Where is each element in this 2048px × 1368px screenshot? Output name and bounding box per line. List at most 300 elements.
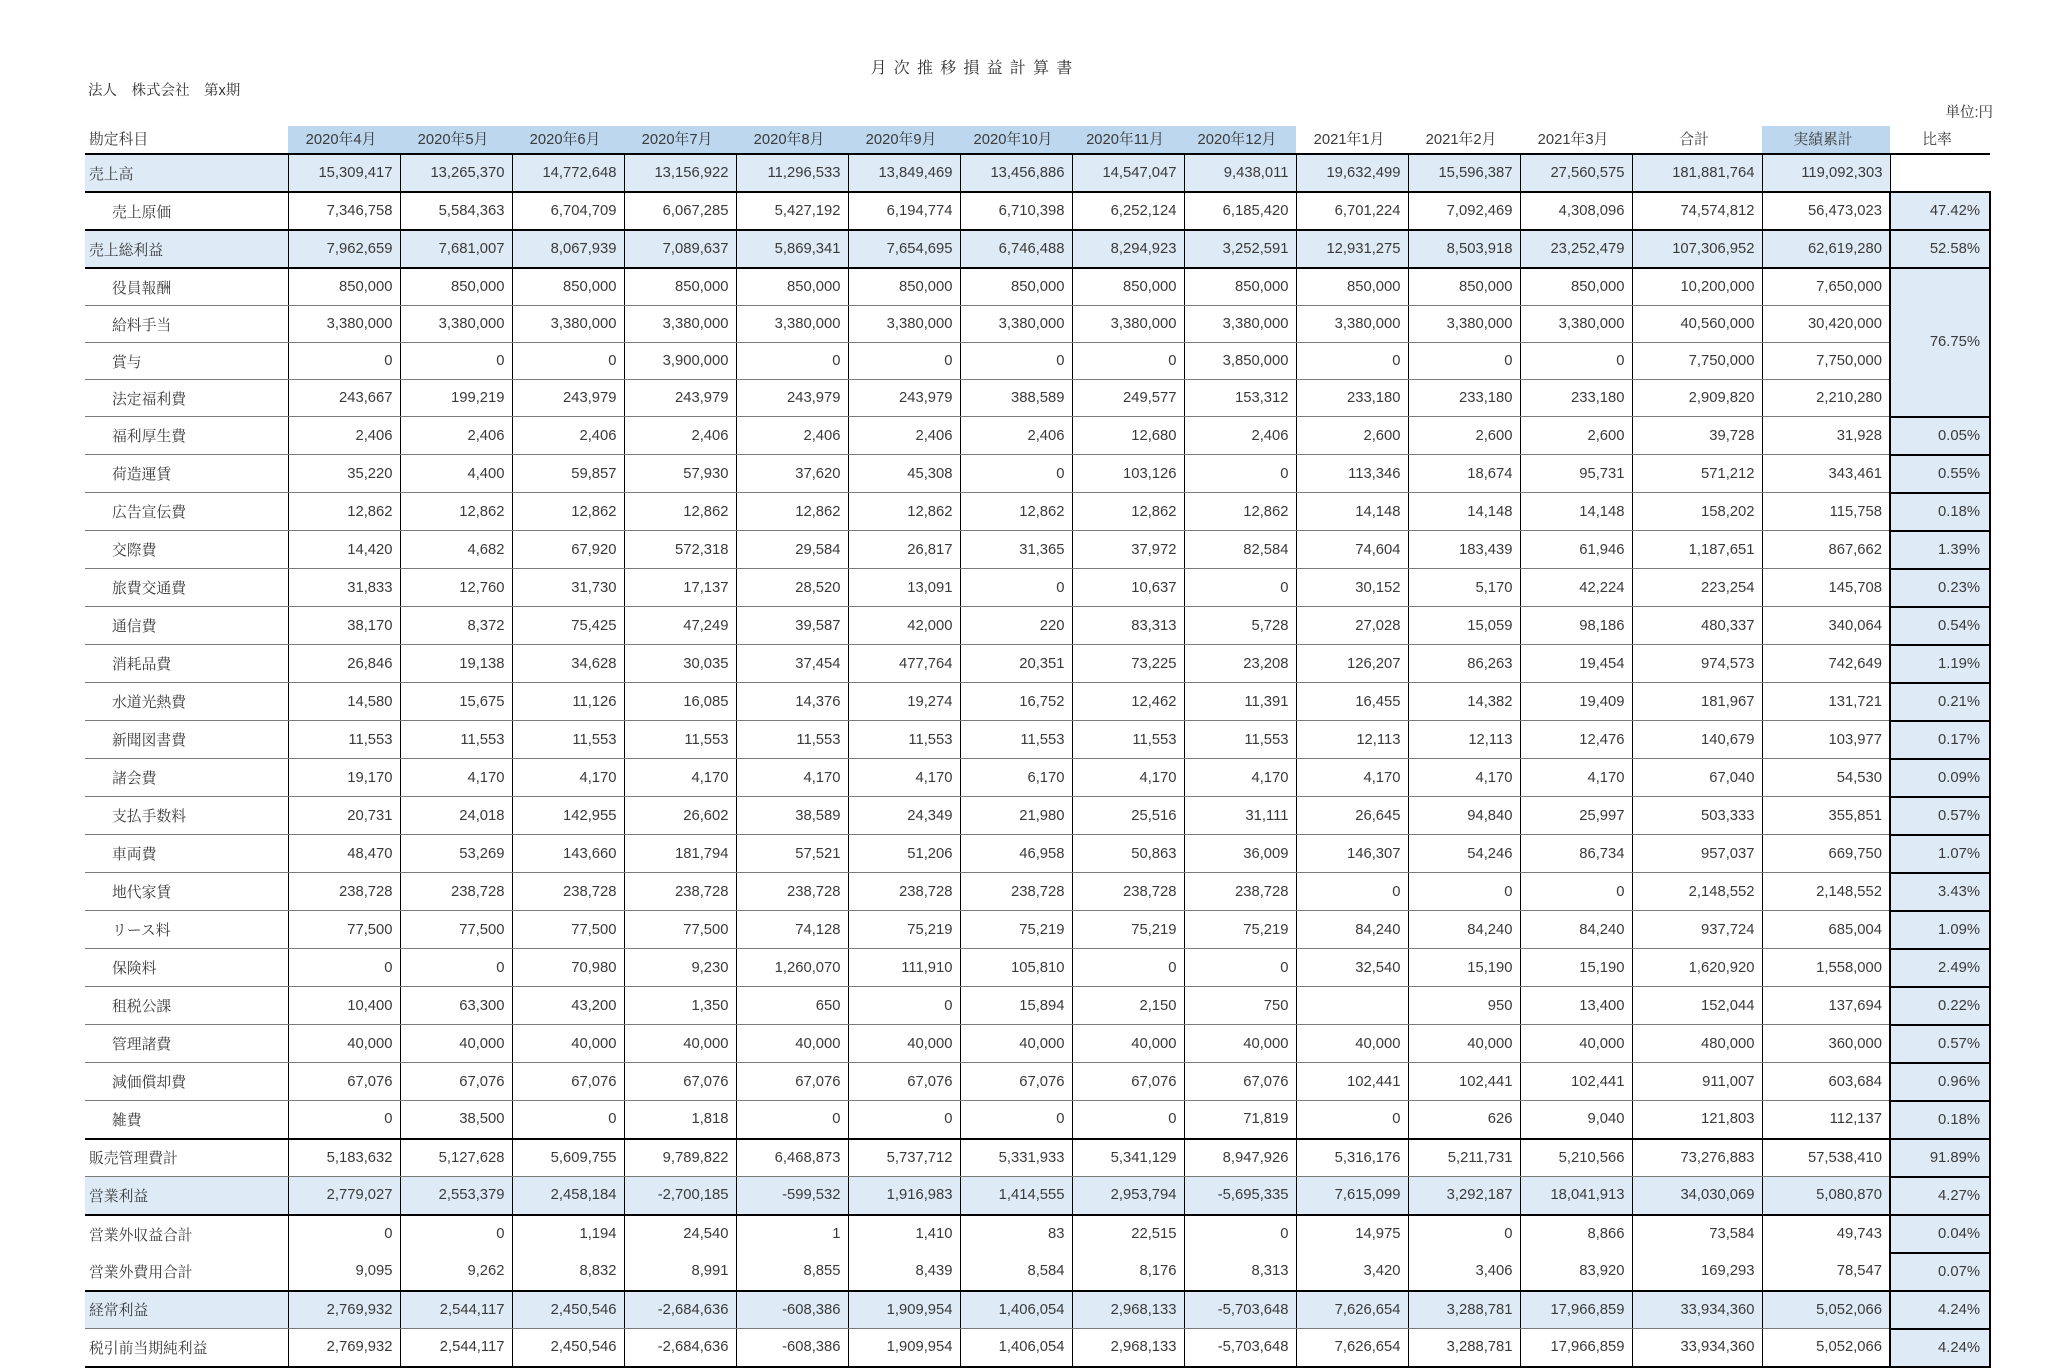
value-cell: 8,067,939 xyxy=(512,230,624,268)
value-cell: 911,007 xyxy=(1632,1063,1762,1101)
table-row xyxy=(85,645,1990,683)
value-cell: 0 xyxy=(736,343,848,380)
value-cell: 238,728 xyxy=(1184,873,1296,911)
value-cell: 5,183,632 xyxy=(288,1139,400,1177)
value-cell: 145,708 xyxy=(1762,569,1890,607)
value-cell: 111,910 xyxy=(848,949,960,987)
value-cell: 7,615,099 xyxy=(1296,1177,1408,1215)
value-cell: 40,000 xyxy=(288,1025,400,1063)
value-cell: 8,503,918 xyxy=(1408,230,1520,268)
value-cell: 40,560,000 xyxy=(1632,306,1762,343)
pnl-table xyxy=(85,126,1991,1368)
value-cell: 34,628 xyxy=(512,645,624,683)
value-cell: 388,589 xyxy=(960,380,1072,417)
value-cell: 0 xyxy=(1184,1215,1296,1253)
column-header: 実績累計 xyxy=(1762,126,1890,154)
value-cell: 238,728 xyxy=(512,873,624,911)
value-cell: 19,632,499 xyxy=(1296,154,1408,192)
value-cell: 26,817 xyxy=(848,531,960,569)
value-cell: 0 xyxy=(288,1101,400,1139)
value-cell: 2,406 xyxy=(848,417,960,455)
value-cell: 6,468,873 xyxy=(736,1139,848,1177)
account-cell: 営業外費用合計 xyxy=(85,1253,288,1291)
value-cell: 24,349 xyxy=(848,797,960,835)
value-cell: 12,113 xyxy=(1408,721,1520,759)
column-header: 2020年6月 xyxy=(512,126,624,154)
value-cell: 107,306,952 xyxy=(1632,230,1762,268)
value-cell: 12,862 xyxy=(1072,493,1184,531)
table-row xyxy=(85,230,1990,268)
ratio-cell: 4.24% xyxy=(1890,1329,1990,1367)
value-cell: 223,254 xyxy=(1632,569,1762,607)
value-cell: 0 xyxy=(1296,343,1408,380)
account-cell: 諸会費 xyxy=(85,759,288,797)
value-cell: 1,187,651 xyxy=(1632,531,1762,569)
value-cell: 181,967 xyxy=(1632,683,1762,721)
value-cell: 0 xyxy=(1072,1101,1184,1139)
value-cell: 850,000 xyxy=(736,268,848,306)
ratio-cell: 3.43% xyxy=(1890,873,1990,911)
value-cell: 360,000 xyxy=(1762,1025,1890,1063)
value-cell: 15,596,387 xyxy=(1408,154,1520,192)
account-cell: 営業外収益合計 xyxy=(85,1215,288,1253)
value-cell: 27,560,575 xyxy=(1520,154,1632,192)
value-cell: 2,210,280 xyxy=(1762,380,1890,417)
value-cell: 3,380,000 xyxy=(848,306,960,343)
value-cell: 0 xyxy=(400,343,512,380)
value-cell: 146,307 xyxy=(1296,835,1408,873)
value-cell: 950 xyxy=(1408,987,1520,1025)
table-row xyxy=(85,1253,1990,1291)
value-cell: 7,654,695 xyxy=(848,230,960,268)
value-cell: 2,406 xyxy=(400,417,512,455)
value-cell: 340,064 xyxy=(1762,607,1890,645)
column-header: 2020年11月 xyxy=(1072,126,1184,154)
value-cell: 4,170 xyxy=(736,759,848,797)
value-cell: 40,000 xyxy=(1408,1025,1520,1063)
value-cell: 143,660 xyxy=(512,835,624,873)
value-cell: 238,728 xyxy=(624,873,736,911)
value-cell: 233,180 xyxy=(1408,380,1520,417)
value-cell: 11,126 xyxy=(512,683,624,721)
value-cell: 850,000 xyxy=(1184,268,1296,306)
value-cell: 2,458,184 xyxy=(512,1177,624,1215)
account-cell: 荷造運賃 xyxy=(85,455,288,493)
value-cell: 5,728 xyxy=(1184,607,1296,645)
value-cell: 2,553,379 xyxy=(400,1177,512,1215)
column-header: 2021年3月 xyxy=(1520,126,1632,154)
value-cell: 16,085 xyxy=(624,683,736,721)
value-cell: 95,731 xyxy=(1520,455,1632,493)
value-cell: 0 xyxy=(512,1101,624,1139)
value-cell: 9,230 xyxy=(624,949,736,987)
value-cell: 3,380,000 xyxy=(736,306,848,343)
value-cell: 42,224 xyxy=(1520,569,1632,607)
value-cell: 67,076 xyxy=(288,1063,400,1101)
ratio-cell: 0.22% xyxy=(1890,987,1990,1025)
value-cell: 0 xyxy=(400,1215,512,1253)
value-cell: 33,934,360 xyxy=(1632,1291,1762,1329)
column-header: 2020年7月 xyxy=(624,126,736,154)
value-cell: 9,262 xyxy=(400,1253,512,1291)
account-cell: 支払手数料 xyxy=(85,797,288,835)
value-cell: 74,574,812 xyxy=(1632,192,1762,230)
value-cell: 3,420 xyxy=(1296,1253,1408,1291)
value-cell: 46,958 xyxy=(960,835,1072,873)
value-cell: -5,703,648 xyxy=(1184,1329,1296,1367)
value-cell: 13,456,886 xyxy=(960,154,1072,192)
value-cell: 98,186 xyxy=(1520,607,1632,645)
value-cell: 2,406 xyxy=(512,417,624,455)
header-row xyxy=(85,126,1990,154)
value-cell: 7,750,000 xyxy=(1762,343,1890,380)
value-cell: 25,997 xyxy=(1520,797,1632,835)
value-cell: 51,206 xyxy=(848,835,960,873)
value-cell: 74,604 xyxy=(1296,531,1408,569)
value-cell: 158,202 xyxy=(1632,493,1762,531)
value-cell: 5,170 xyxy=(1408,569,1520,607)
value-cell: 8,313 xyxy=(1184,1253,1296,1291)
value-cell: 12,760 xyxy=(400,569,512,607)
value-cell: 83 xyxy=(960,1215,1072,1253)
value-cell: 61,946 xyxy=(1520,531,1632,569)
value-cell: 40,000 xyxy=(736,1025,848,1063)
value-cell: 82,584 xyxy=(1184,531,1296,569)
value-cell: 850,000 xyxy=(1408,268,1520,306)
column-header: 2020年9月 xyxy=(848,126,960,154)
value-cell: 1,194 xyxy=(512,1215,624,1253)
value-cell: 2,148,552 xyxy=(1632,873,1762,911)
value-cell: 4,170 xyxy=(848,759,960,797)
value-cell: 74,128 xyxy=(736,911,848,949)
value-cell: 75,219 xyxy=(1184,911,1296,949)
value-cell: 2,968,133 xyxy=(1072,1291,1184,1329)
value-cell: 17,966,859 xyxy=(1520,1291,1632,1329)
value-cell: 39,728 xyxy=(1632,417,1762,455)
value-cell: 2,953,794 xyxy=(1072,1177,1184,1215)
value-cell: 57,521 xyxy=(736,835,848,873)
value-cell: 4,308,096 xyxy=(1520,192,1632,230)
value-cell: 11,391 xyxy=(1184,683,1296,721)
value-cell: 3,380,000 xyxy=(288,306,400,343)
value-cell: 11,553 xyxy=(848,721,960,759)
account-cell: 通信費 xyxy=(85,607,288,645)
value-cell: 78,547 xyxy=(1762,1253,1890,1291)
value-cell: 0 xyxy=(848,343,960,380)
value-cell: 5,052,066 xyxy=(1762,1329,1890,1367)
value-cell: 5,609,755 xyxy=(512,1139,624,1177)
table-row xyxy=(85,1329,1990,1367)
value-cell: 33,934,360 xyxy=(1632,1329,1762,1367)
value-cell: 49,743 xyxy=(1762,1215,1890,1253)
value-cell: 0 xyxy=(1296,1101,1408,1139)
value-cell: 3,380,000 xyxy=(1520,306,1632,343)
value-cell: 1,410 xyxy=(848,1215,960,1253)
value-cell: 603,684 xyxy=(1762,1063,1890,1101)
value-cell: 54,246 xyxy=(1408,835,1520,873)
value-cell: -608,386 xyxy=(736,1329,848,1367)
value-cell: 57,930 xyxy=(624,455,736,493)
value-cell: 243,667 xyxy=(288,380,400,417)
value-cell: 4,682 xyxy=(400,531,512,569)
value-cell: 1,558,000 xyxy=(1762,949,1890,987)
value-cell: 77,500 xyxy=(624,911,736,949)
ratio-cell: 1.39% xyxy=(1890,531,1990,569)
value-cell: 5,052,066 xyxy=(1762,1291,1890,1329)
value-cell: 12,862 xyxy=(288,493,400,531)
value-cell: 0 xyxy=(1408,1215,1520,1253)
value-cell: 86,263 xyxy=(1408,645,1520,683)
value-cell: 233,180 xyxy=(1520,380,1632,417)
value-cell: 0 xyxy=(288,343,400,380)
value-cell: 40,000 xyxy=(848,1025,960,1063)
value-cell: 13,400 xyxy=(1520,987,1632,1025)
value-cell: 39,587 xyxy=(736,607,848,645)
value-cell: 102,441 xyxy=(1520,1063,1632,1101)
value-cell: 238,728 xyxy=(848,873,960,911)
value-cell: 0 xyxy=(1520,873,1632,911)
value-cell: 181,794 xyxy=(624,835,736,873)
value-cell: 2,600 xyxy=(1520,417,1632,455)
value-cell: 67,076 xyxy=(400,1063,512,1101)
account-cell: 売上高 xyxy=(85,154,288,192)
value-cell: 7,089,637 xyxy=(624,230,736,268)
table-row xyxy=(85,306,1990,343)
value-cell: 0 xyxy=(1072,949,1184,987)
value-cell: 70,980 xyxy=(512,949,624,987)
value-cell: 67,920 xyxy=(512,531,624,569)
value-cell: 11,553 xyxy=(288,721,400,759)
value-cell: 24,540 xyxy=(624,1215,736,1253)
value-cell: 25,516 xyxy=(1072,797,1184,835)
value-cell: 119,092,303 xyxy=(1762,154,1890,192)
table-row xyxy=(85,192,1990,230)
value-cell: 37,620 xyxy=(736,455,848,493)
value-cell: 38,170 xyxy=(288,607,400,645)
value-cell: 2,406 xyxy=(288,417,400,455)
account-cell: 消耗品費 xyxy=(85,645,288,683)
table-row xyxy=(85,154,1990,192)
value-cell: 15,675 xyxy=(400,683,512,721)
value-cell: 12,862 xyxy=(1184,493,1296,531)
column-header: 合計 xyxy=(1632,126,1762,154)
value-cell: 42,000 xyxy=(848,607,960,645)
value-cell: 84,240 xyxy=(1296,911,1408,949)
value-cell: 6,746,488 xyxy=(960,230,1072,268)
value-cell: 13,849,469 xyxy=(848,154,960,192)
value-cell: 11,553 xyxy=(400,721,512,759)
value-cell: 1,350 xyxy=(624,987,736,1025)
value-cell: 850,000 xyxy=(624,268,736,306)
table-row xyxy=(85,949,1990,987)
value-cell: -2,684,636 xyxy=(624,1329,736,1367)
value-cell: 40,000 xyxy=(960,1025,1072,1063)
ratio-cell: 0.04% xyxy=(1890,1215,1990,1253)
value-cell: 199,219 xyxy=(400,380,512,417)
column-header: 2020年12月 xyxy=(1184,126,1296,154)
value-cell: -608,386 xyxy=(736,1291,848,1329)
account-cell: 給料手当 xyxy=(85,306,288,343)
value-cell: 0 xyxy=(960,1101,1072,1139)
ratio-cell: 0.21% xyxy=(1890,683,1990,721)
value-cell: 6,185,420 xyxy=(1184,192,1296,230)
value-cell: 238,728 xyxy=(288,873,400,911)
value-cell: 1,620,920 xyxy=(1632,949,1762,987)
value-cell: 38,500 xyxy=(400,1101,512,1139)
value-cell: 40,000 xyxy=(1072,1025,1184,1063)
value-cell: 2,406 xyxy=(736,417,848,455)
column-header: 2021年1月 xyxy=(1296,126,1408,154)
value-cell: 8,584 xyxy=(960,1253,1072,1291)
value-cell: 36,009 xyxy=(1184,835,1296,873)
value-cell: 19,274 xyxy=(848,683,960,721)
account-cell: 雑費 xyxy=(85,1101,288,1139)
value-cell: 75,219 xyxy=(1072,911,1184,949)
value-cell: 22,515 xyxy=(1072,1215,1184,1253)
value-cell: 0 xyxy=(1520,343,1632,380)
value-cell: 12,862 xyxy=(512,493,624,531)
table-row xyxy=(85,1291,1990,1329)
value-cell: 13,091 xyxy=(848,569,960,607)
value-cell: 850,000 xyxy=(848,268,960,306)
table-row xyxy=(85,417,1990,455)
value-cell: 10,200,000 xyxy=(1632,268,1762,306)
value-cell: 8,855 xyxy=(736,1253,848,1291)
value-cell: 13,156,922 xyxy=(624,154,736,192)
value-cell: 6,701,224 xyxy=(1296,192,1408,230)
value-cell: 12,680 xyxy=(1072,417,1184,455)
value-cell: 29,584 xyxy=(736,531,848,569)
value-cell: 40,000 xyxy=(1184,1025,1296,1063)
table-row xyxy=(85,759,1990,797)
value-cell: 169,293 xyxy=(1632,1253,1762,1291)
ratio-cell: 0.96% xyxy=(1890,1063,1990,1101)
value-cell: 103,977 xyxy=(1762,721,1890,759)
value-cell: 67,040 xyxy=(1632,759,1762,797)
value-cell: 2,544,117 xyxy=(400,1329,512,1367)
value-cell: 1,916,983 xyxy=(848,1177,960,1215)
account-cell: 旅費交通費 xyxy=(85,569,288,607)
value-cell: 0 xyxy=(960,569,1072,607)
ratio-cell: 0.57% xyxy=(1890,797,1990,835)
value-cell: 3,288,781 xyxy=(1408,1291,1520,1329)
value-cell: 2,779,027 xyxy=(288,1177,400,1215)
value-cell: 4,170 xyxy=(624,759,736,797)
value-cell: 26,846 xyxy=(288,645,400,683)
value-cell: 12,113 xyxy=(1296,721,1408,759)
account-cell: 税引前当期純利益 xyxy=(85,1329,288,1367)
ratio-cell: 0.09% xyxy=(1890,759,1990,797)
value-cell: 220 xyxy=(960,607,1072,645)
value-cell: 31,833 xyxy=(288,569,400,607)
value-cell: 73,225 xyxy=(1072,645,1184,683)
value-cell: 40,000 xyxy=(400,1025,512,1063)
value-cell: 3,380,000 xyxy=(624,306,736,343)
value-cell: 37,972 xyxy=(1072,531,1184,569)
value-cell: 13,265,370 xyxy=(400,154,512,192)
table-row xyxy=(85,987,1990,1025)
value-cell: 14,148 xyxy=(1408,493,1520,531)
ratio-cell: 4.24% xyxy=(1890,1291,1990,1329)
value-cell: 4,170 xyxy=(512,759,624,797)
table-row xyxy=(85,1139,1990,1177)
value-cell: 9,040 xyxy=(1520,1101,1632,1139)
value-cell: 12,862 xyxy=(848,493,960,531)
table-row xyxy=(85,343,1990,380)
value-cell: 12,862 xyxy=(736,493,848,531)
value-cell: 6,252,124 xyxy=(1072,192,1184,230)
account-cell: 車両費 xyxy=(85,835,288,873)
value-cell: 5,427,192 xyxy=(736,192,848,230)
value-cell: 0 xyxy=(736,1101,848,1139)
value-cell: 12,462 xyxy=(1072,683,1184,721)
value-cell: 17,966,859 xyxy=(1520,1329,1632,1367)
value-cell: 102,441 xyxy=(1408,1063,1520,1101)
value-cell: 6,067,285 xyxy=(624,192,736,230)
value-cell: 3,850,000 xyxy=(1184,343,1296,380)
value-cell: 1,818 xyxy=(624,1101,736,1139)
value-cell: 34,030,069 xyxy=(1632,1177,1762,1215)
table-row xyxy=(85,531,1990,569)
value-cell: 5,127,628 xyxy=(400,1139,512,1177)
value-cell: 53,269 xyxy=(400,835,512,873)
value-cell: 4,170 xyxy=(1296,759,1408,797)
value-cell: 238,728 xyxy=(400,873,512,911)
ratio-cell: 1.07% xyxy=(1890,835,1990,873)
value-cell: 15,190 xyxy=(1408,949,1520,987)
value-cell: 73,584 xyxy=(1632,1215,1762,1253)
ratio-cell: 0.23% xyxy=(1890,569,1990,607)
value-cell: 30,420,000 xyxy=(1762,306,1890,343)
value-cell: 2,450,546 xyxy=(512,1329,624,1367)
value-cell: -5,703,648 xyxy=(1184,1291,1296,1329)
value-cell: 67,076 xyxy=(624,1063,736,1101)
value-cell xyxy=(1296,987,1408,1025)
value-cell: 84,240 xyxy=(1408,911,1520,949)
value-cell: 19,454 xyxy=(1520,645,1632,683)
value-cell: 14,580 xyxy=(288,683,400,721)
table-row xyxy=(85,569,1990,607)
table-row xyxy=(85,268,1990,306)
value-cell: 11,553 xyxy=(512,721,624,759)
value-cell: 850,000 xyxy=(512,268,624,306)
value-cell: 32,540 xyxy=(1296,949,1408,987)
value-cell: 11,553 xyxy=(736,721,848,759)
company-period-label: 法人 株式会社 第x期 xyxy=(88,83,241,99)
account-cell: リース料 xyxy=(85,911,288,949)
value-cell: 0 xyxy=(848,987,960,1025)
ratio-cell: 0.07% xyxy=(1890,1253,1990,1291)
value-cell: 8,832 xyxy=(512,1253,624,1291)
account-cell: 水道光熱費 xyxy=(85,683,288,721)
value-cell: 249,577 xyxy=(1072,380,1184,417)
ratio-cell: 0.57% xyxy=(1890,1025,1990,1063)
ratio-cell-empty xyxy=(1890,154,1990,192)
value-cell: 14,148 xyxy=(1520,493,1632,531)
value-cell: 243,979 xyxy=(624,380,736,417)
value-cell: 50,863 xyxy=(1072,835,1184,873)
value-cell: 18,674 xyxy=(1408,455,1520,493)
ratio-cell: 1.19% xyxy=(1890,645,1990,683)
ratio-cell: 4.27% xyxy=(1890,1177,1990,1215)
value-cell: 12,862 xyxy=(960,493,1072,531)
value-cell: 480,337 xyxy=(1632,607,1762,645)
value-cell: -599,532 xyxy=(736,1177,848,1215)
value-cell: 2,909,820 xyxy=(1632,380,1762,417)
value-cell: 12,862 xyxy=(400,493,512,531)
value-cell: 115,758 xyxy=(1762,493,1890,531)
table-row xyxy=(85,607,1990,645)
